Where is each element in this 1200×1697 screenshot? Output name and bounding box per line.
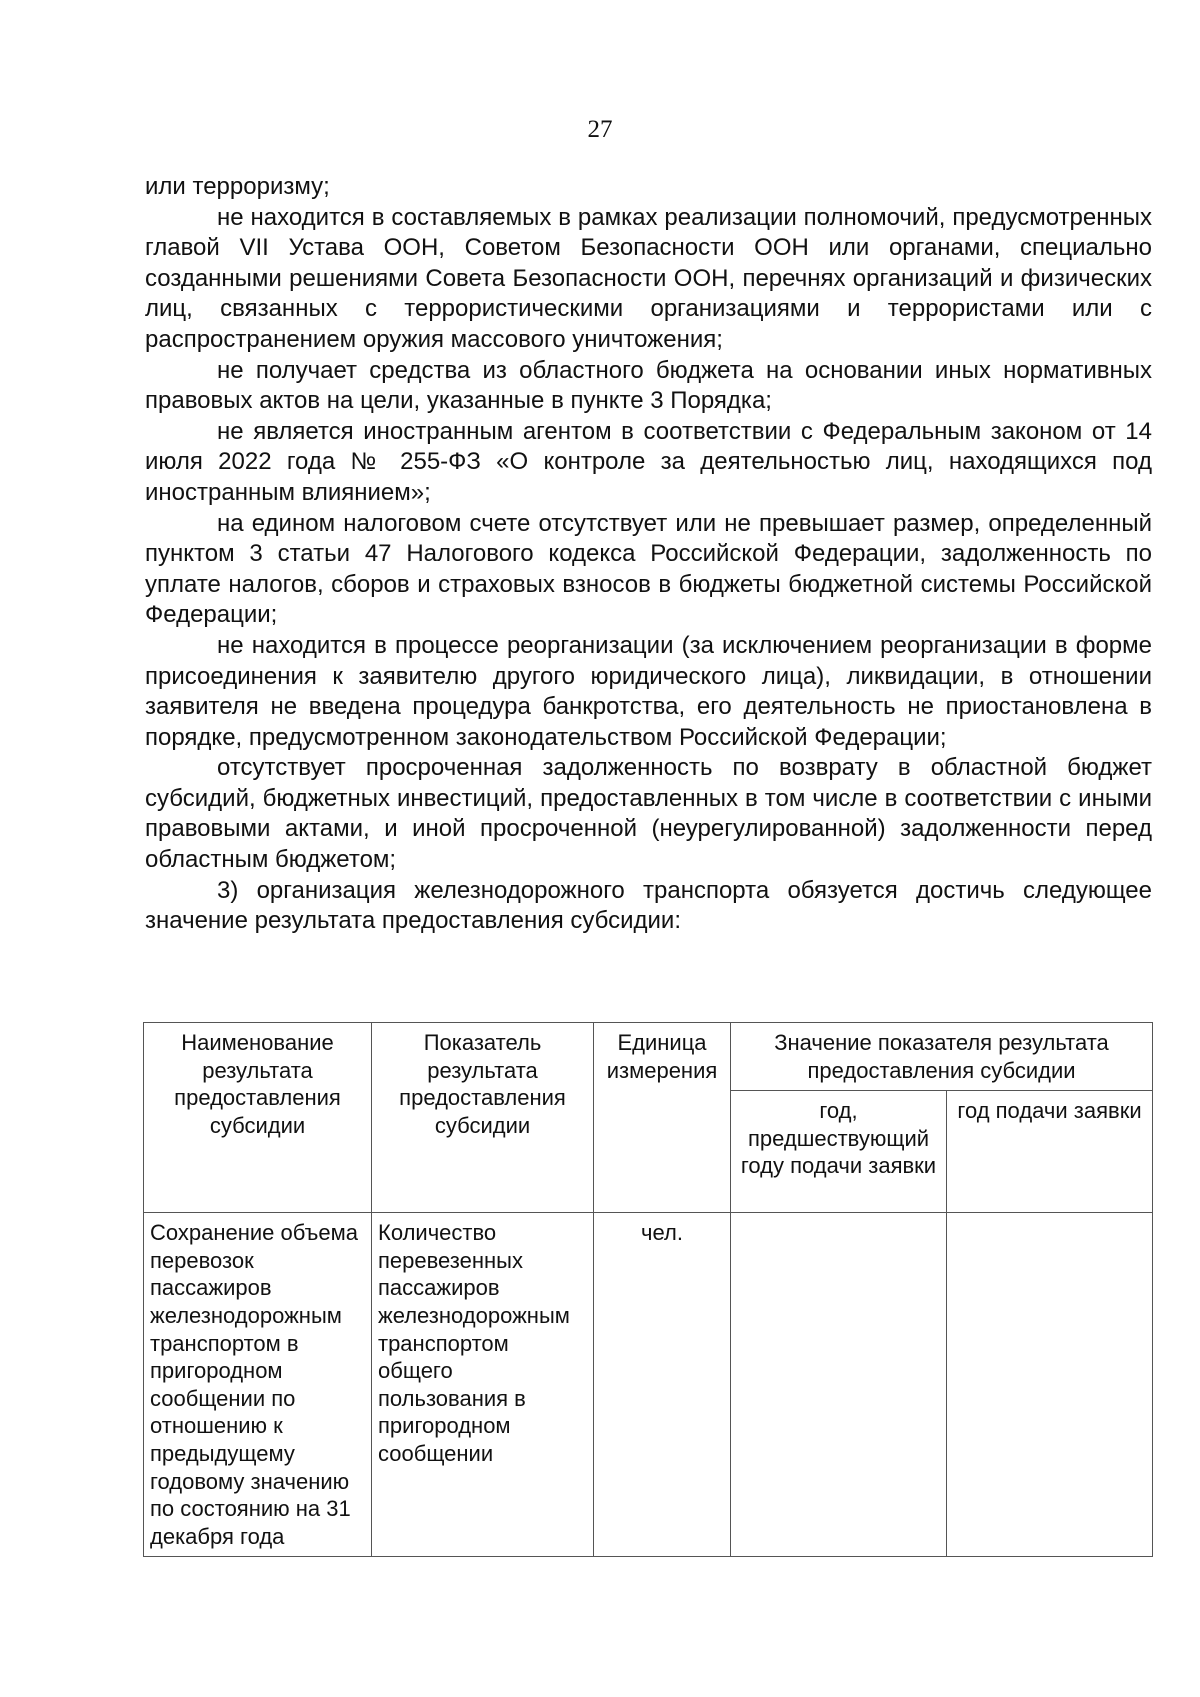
paragraph: не находится в процессе реорганизации (за исключением реорганизации в форме присоединения к заявителю другого юридического лица), ликвидации, в отношении заявителя не введена процедура банкротства, его деятельность не приостановлена в порядке, предусмотренном законодательством Российской Федерации; bbox=[145, 631, 1152, 751]
cell-prev-year-value bbox=[731, 1213, 947, 1557]
cell-unit: чел. bbox=[594, 1213, 731, 1557]
table-row bbox=[144, 1213, 1153, 1557]
header-unit: Единица измерения bbox=[594, 1023, 731, 1213]
page-number: 27 bbox=[587, 116, 613, 143]
document-body bbox=[145, 172, 1152, 937]
header-application-year: год подачи заявки bbox=[947, 1091, 1153, 1213]
paragraph: отсутствует просроченная задолженность по возврату в областной бюджет субсидий, бюджетных инвестиций, предоставленных в том числе в соответствии с иными правовыми актами, и иной просроченной (неурегулированной) задолженности перед областным бюджетом; bbox=[145, 754, 1152, 874]
paragraph: на едином налоговом счете отсутствует или не превышает размер, определенный пунктом 3 статьи 47 Налогового кодекса Российской Федерации, задолженность по уплате налогов, сборов и страховых взносов в бюджеты бюджетной системы Российской Федерации; bbox=[145, 509, 1152, 629]
paragraph: не получает средства из областного бюджета на основании иных нормативных правовых актов на цели, указанные в пункте 3 Порядка; bbox=[145, 356, 1152, 415]
results-table bbox=[143, 1022, 1153, 1557]
cell-application-year-value bbox=[947, 1213, 1153, 1557]
paragraph: не находится в составляемых в рамках реализации полномочий, предусмотренных главой VII Устава ООН, Советом Безопасности ООН или органами, специально созданными решениями Совета Безопасности ООН, перечнях организаций и физических лиц, связанных с террористическими организациями и террористами или с распространением оружия массового уничтожения; bbox=[145, 203, 1152, 353]
header-result-name: Наименование результата предоставления субсидии bbox=[144, 1023, 372, 1213]
table-header-row bbox=[144, 1023, 1153, 1091]
cell-indicator: Количество перевезенных пассажиров железнодорожным транспортом общего пользования в пригородном сообщении bbox=[372, 1213, 594, 1557]
paragraph: не является иностранным агентом в соответствии с Федеральным законом от 14 июля 2022 года № 255-ФЗ «О контроле за деятельностью лиц, находящихся под иностранным влиянием»; bbox=[145, 417, 1152, 506]
header-prev-year: год, предшествующий году подачи заявки bbox=[731, 1091, 947, 1213]
paragraph: или терроризму; bbox=[145, 173, 330, 200]
paragraph: 3) организация железнодорожного транспорта обязуется достичь следующее значение результата предоставления субсидии: bbox=[145, 876, 1152, 935]
header-indicator: Показатель результата предоставления субсидии bbox=[372, 1023, 594, 1213]
cell-result-name: Сохранение объема перевозок пассажиров железнодорожным транспортом в пригородном сообщении по отношению к предыдущему годовому значению по состоянию на 31 декабря года bbox=[144, 1213, 372, 1557]
header-indicator-value: Значение показателя результата предоставления субсидии bbox=[731, 1023, 1153, 1091]
